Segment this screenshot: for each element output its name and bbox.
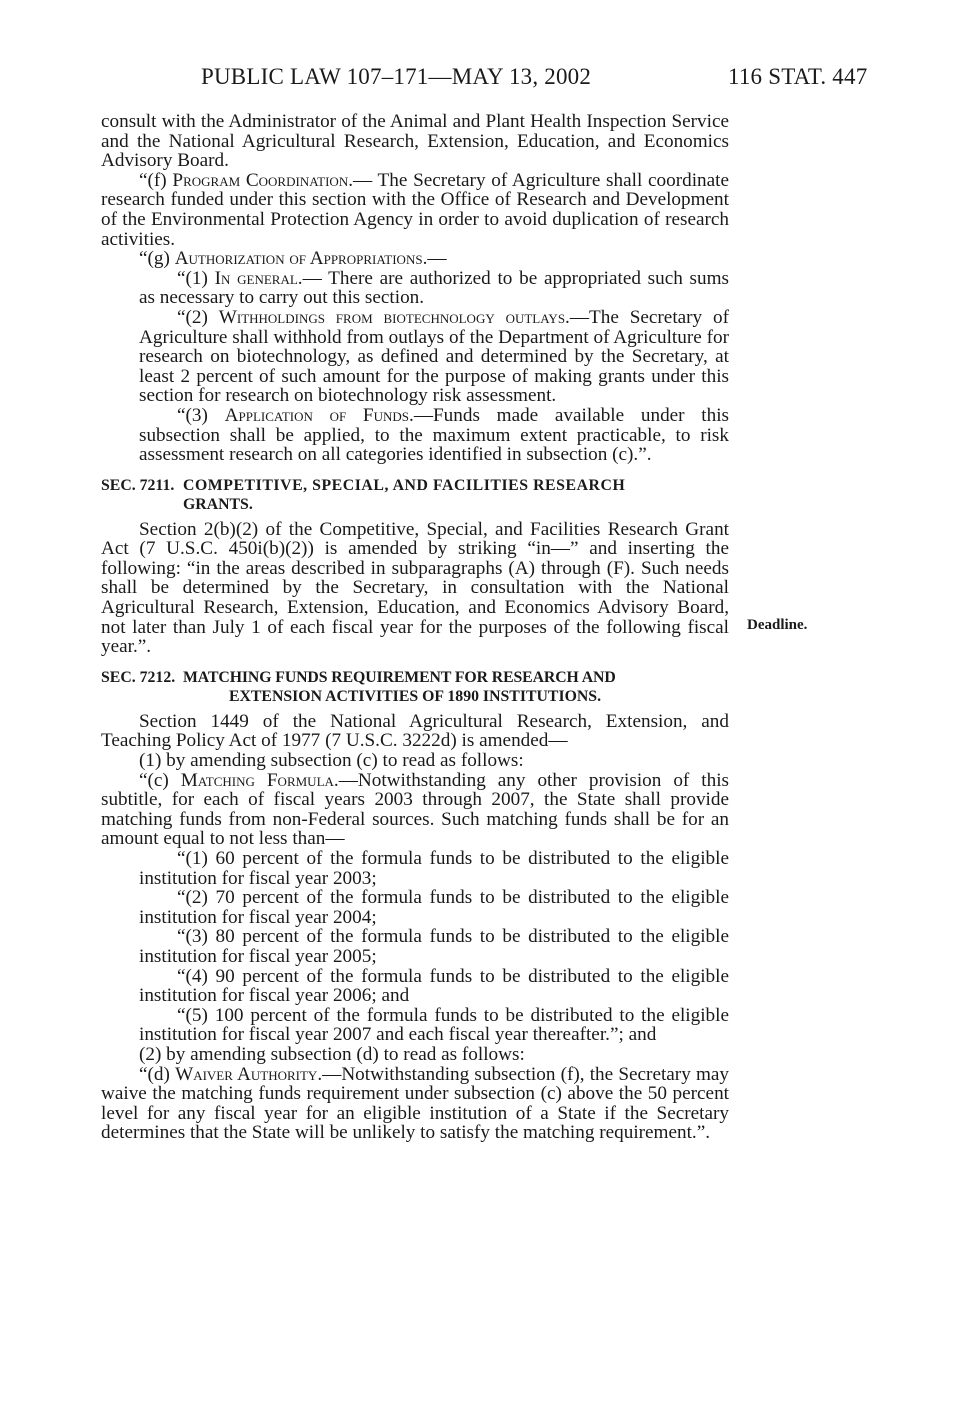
paragraph-g2-heading: Withholdings from biotechnology outlays. bbox=[218, 306, 570, 328]
section-7212-title-line2: EXTENSION ACTIVITIES OF 1890 INSTITUTIONS. bbox=[228, 687, 602, 705]
paragraph-g1-heading: In general. bbox=[214, 267, 303, 289]
subsection-d-text: —Notwithstanding subsection (f), the Secretary may waive the matching funds requirement under subsection (c) above the 50 percent level for any fiscal year for an eligible institution of a State if the Secretary determines that the State will be unlikely to satisfy the matching requirement.”. bbox=[101, 1063, 730, 1144]
section-7212-title-line1: MATCHING FUNDS REQUIREMENT FOR RESEARCH AND bbox=[183, 668, 616, 686]
subsection-c-text: —Notwithstanding any other provision of this subtitle, for each of fiscal years 2003 through 2007, the State shall provide matching funds from non-Federal sources. Such matching funds shall be for an amount equal to not less than— bbox=[101, 769, 730, 850]
formula-item-3: “(3) 80 percent of the formula funds to be distributed to the eligible institution for fiscal year 2005; bbox=[139, 926, 729, 967]
section-7211-heading bbox=[101, 476, 729, 514]
paragraph-g2-lead: “(2) bbox=[177, 306, 219, 328]
subsection-f-lead: “(f) bbox=[139, 169, 173, 191]
paragraph-g2 bbox=[101, 308, 729, 406]
subsection-g-lead: “(g) bbox=[139, 248, 175, 270]
subsection-c bbox=[101, 771, 729, 849]
section-7211-title-line2: GRANTS. bbox=[183, 495, 253, 513]
paragraph-g1-lead: “(1) bbox=[177, 267, 215, 289]
section-7212-intro: Section 1449 of the National Agricultural Research, Extension, and Teaching Policy Act of 1977 (7 U.S.C. 3222d) is amended— bbox=[101, 710, 729, 752]
paragraph-g3-heading: Application of Funds. bbox=[224, 404, 414, 426]
subsection-f bbox=[101, 171, 729, 249]
formula-item-2: “(2) 70 percent of the formula funds to be distributed to the eligible institution for fiscal year 2004; bbox=[139, 887, 729, 928]
paragraph-g3 bbox=[101, 406, 729, 465]
paragraph-g3-text: —Funds made available under this subsection shall be applied, to the maximum extent practicable, to risk assessment research on all categories identified in subsection (c).”. bbox=[139, 404, 730, 466]
paragraph-g3-lead: “(3) bbox=[177, 404, 225, 426]
text-column bbox=[101, 112, 729, 1143]
page-header bbox=[101, 64, 868, 94]
formula-item-1: “(1) 60 percent of the formula funds to be distributed to the eligible institution for fiscal year 2003; bbox=[139, 848, 729, 889]
formula-item-4: “(4) 90 percent of the formula funds to be distributed to the eligible institution for fiscal year 2006; and bbox=[139, 965, 729, 1007]
section-7211-text: Section 2(b)(2) of the Competitive, Special, and Facilities Research Grant Act (7 U.S.C. 450i(b)(2)) is amended by striking “in—” and inserting the following: “in the areas described in subparagraphs (A) through (F). Such needs shall be determined by the Secretary, in consultation with the National Agricultural Research, Extension, Education, and Economics Advisory Board, not later than July 1 of each fiscal year for the purposes of the following fiscal year.”. bbox=[101, 518, 729, 658]
subsection-d-lead: “(d) bbox=[139, 1063, 176, 1085]
subsection-c-lead: “(c) bbox=[139, 769, 181, 791]
section-7211-title-line1: COMPETITIVE, SPECIAL, AND FACILITIES RESEARCH bbox=[183, 476, 626, 494]
subsection-d bbox=[101, 1065, 729, 1143]
subsection-d-heading: Waiver Authority. bbox=[175, 1063, 323, 1085]
subsection-g bbox=[101, 249, 729, 269]
running-title: PUBLIC LAW 107–171—MAY 13, 2002 bbox=[201, 64, 592, 89]
document-page bbox=[101, 64, 868, 94]
section-7211-number: SEC. 7211. bbox=[101, 476, 175, 494]
paragraph-g2-text: —The Secretary of Agriculture shall withhold from outlays of the Department of Agriculture for research on biotechnology, as defined and determined by the Secretary, at least 2 percent of such amount for the purpose of making grants under this section for research on biotechnology risk assessment. bbox=[139, 306, 729, 407]
subsection-g-tail: — bbox=[427, 248, 447, 270]
formula-item-5: “(5) 100 percent of the formula funds to be distributed to the eligible institution for fiscal year 2007 and each fiscal year thereafter.”; and bbox=[139, 1004, 729, 1046]
subsection-f-heading: Program Coordination. bbox=[172, 169, 353, 191]
margin-note-deadline: Deadline. bbox=[747, 617, 808, 633]
subsection-g-heading: Authorization of Appropriations. bbox=[174, 248, 428, 270]
subsection-f-text: — The Secretary of Agriculture shall coordinate research funded under this section with the Office of Research and Development of the Environmental Protection Agency in order to avoid duplication of research activities. bbox=[101, 169, 729, 250]
amendment-1: (1) by amending subsection (c) to read as follows: bbox=[139, 750, 524, 772]
stat-page-number: 116 STAT. 447 bbox=[728, 64, 868, 89]
section-7212-heading bbox=[101, 668, 729, 706]
section-7212-number: SEC. 7212. bbox=[101, 668, 176, 686]
paragraph-continuation: consult with the Administrator of the Animal and Plant Health Inspection Service and the National Agricultural Research, Extension, Education, and Economics Advisory Board. bbox=[101, 111, 729, 172]
paragraph-g1-text: — There are authorized to be appropriated such sums as necessary to carry out this section. bbox=[139, 267, 730, 309]
amendment-2: (2) by amending subsection (d) to read as follows: bbox=[139, 1043, 525, 1065]
paragraph-g1 bbox=[101, 269, 729, 308]
subsection-c-heading: Matching Formula. bbox=[180, 769, 339, 791]
